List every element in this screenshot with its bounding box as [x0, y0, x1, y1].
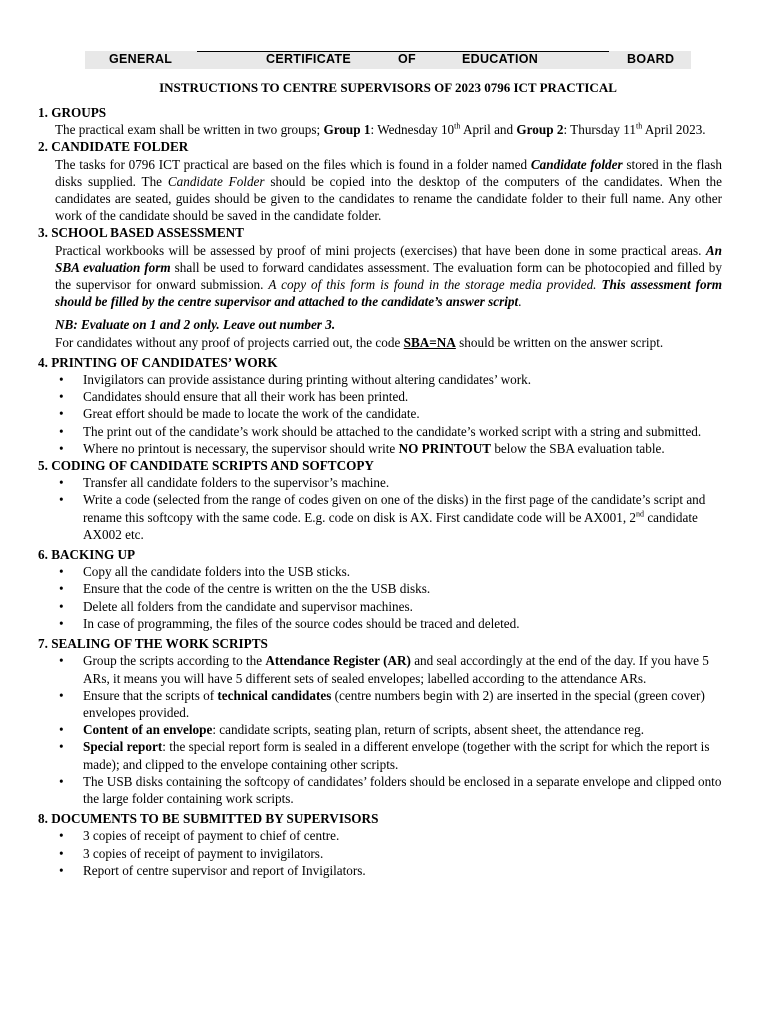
text: : candidate scripts, seating plan, return of scripts, absent sheet, the attendance reg.: [212, 722, 645, 738]
sba-na-paragraph: [55, 334, 722, 351]
assessment-form-note: This assessment form should be filled by the centre supervisor and attached to the candidate’s answer script: [55, 277, 722, 310]
backing-up-list: [38, 563, 722, 632]
text: The practical exam shall be written in two groups;: [55, 122, 324, 138]
list-item: • Report of centre supervisor and report of Invigilators.: [83, 862, 722, 879]
text: For candidates without any proof of projects carried out, the code: [55, 334, 404, 350]
document-title: INSTRUCTIONS TO CENTRE SUPERVISORS OF 2023 0796 ICT PRACTICAL: [159, 80, 617, 95]
text: should be written on the answer script.: [455, 334, 664, 350]
header-word-education: EDUCATION: [462, 52, 539, 66]
section-heading: 7. SEALING OF THE WORK SCRIPTS: [38, 636, 268, 652]
sba-form-term: An SBA evaluation form: [55, 242, 722, 275]
section-heading: 3. SCHOOL BASED ASSESSMENT: [38, 225, 244, 241]
attendance-register-term: Attendance Register (AR): [265, 653, 411, 669]
section-school-based-assessment: [38, 224, 722, 350]
section-documents: [38, 810, 722, 879]
header-word-of: OF: [398, 52, 416, 66]
list-item: • Delete all folders from the candidate and supervisor machines.: [83, 598, 722, 615]
text: The tasks for 0796 ICT practical are based on the files which is found in a folder named: [55, 156, 531, 172]
ordinal-suffix: th: [635, 121, 643, 131]
list-item: [83, 721, 722, 738]
technical-candidates-term: technical candidates: [217, 687, 332, 703]
text: and seal accordingly at the end of the day. If you have 5 ARs, it means you will have 5 different sets of sealed envelopes; labelled according to the attendance ARs.: [83, 653, 709, 686]
group1-label: Group 1: [323, 122, 371, 138]
copy-note: A copy of this form is found in the storage media provided.: [268, 277, 602, 293]
text: Practical workbooks will be assessed by proof of mini projects (exercises) that have been done in some practical areas.: [55, 242, 706, 258]
list-item: • Candidates should ensure that all their work has been printed.: [83, 388, 722, 405]
text: (centre numbers begin with 2) are inserted in the special (green cover) envelopes provided.: [83, 687, 705, 720]
sba-na-code: SBA=NA: [403, 334, 456, 350]
ordinal-suffix: th: [454, 121, 461, 131]
candidate-folder-term: Candidate Folder: [167, 173, 265, 189]
text: Ensure that the scripts of: [83, 687, 218, 703]
section-backing-up: [38, 546, 722, 632]
section-heading: 5. CODING OF CANDIDATE SCRIPTS AND SOFTCOPY: [38, 458, 374, 474]
special-report-term: Special report: [83, 739, 163, 755]
list-item: [83, 440, 722, 457]
list-item: [83, 652, 722, 686]
group2-label: Group 2: [516, 122, 564, 138]
list-item: [83, 687, 722, 721]
text: : Thursday 11: [563, 122, 636, 138]
text: should be copied into the desktop of the computers of the candidates. When the candidates are seated, guides should be given to the candidates to rename the candidate folder to their full name. Any other work of the candidate should be saved in the candidate folder.: [55, 173, 722, 224]
section-printing: [38, 354, 722, 457]
list-item: [83, 738, 722, 772]
list-item: • 3 copies of receipt of payment to chief of centre.: [83, 827, 722, 844]
list-item: • 3 copies of receipt of payment to invigilators.: [83, 845, 722, 862]
envelope-content-term: Content of an envelope: [83, 722, 213, 738]
document-body: [38, 104, 722, 879]
list-item: • The print out of the candidate’s work should be attached to the candidate’s worked script with a string and submitted.: [83, 423, 722, 440]
documents-list: [38, 827, 722, 879]
header-word-board: BOARD: [627, 52, 675, 66]
text: below the SBA evaluation table.: [491, 440, 665, 456]
sealing-list: [38, 652, 722, 807]
text: Where no printout is necessary, the supervisor should write: [83, 440, 399, 456]
section-heading: 1. GROUPS: [38, 105, 107, 120]
list-item: • Invigilators can provide assistance during printing without altering candidates’ work.: [83, 371, 722, 388]
section-candidate-folder: [38, 138, 722, 224]
section-heading: 2. CANDIDATE FOLDER: [38, 139, 189, 155]
list-item: • In case of programming, the files of the source codes should be traced and deleted.: [83, 615, 722, 632]
list-item: [83, 491, 722, 543]
text: candidate AX002 etc.: [83, 509, 698, 542]
text: shall be used to forward candidates assessment. The evaluation form can be photocopied and filled by the supervisor for onward submission.: [55, 259, 722, 293]
text: April 2023.: [642, 122, 706, 138]
ordinal-suffix: nd: [636, 509, 645, 519]
text: .: [518, 294, 522, 310]
nb-note: NB: Evaluate on 1 and 2 only. Leave out number 3.: [55, 317, 336, 333]
section-sealing: [38, 635, 722, 807]
groups-paragraph: [55, 121, 722, 138]
candidate-folder-term: Candidate folder: [530, 156, 623, 172]
list-item: • Copy all the candidate folders into the USB sticks.: [83, 563, 722, 580]
board-header-bar: [85, 51, 691, 69]
list-item: • Transfer all candidate folders to the supervisor’s machine.: [83, 474, 722, 491]
text: stored in the flash disks supplied. The: [55, 156, 722, 189]
candidate-folder-paragraph: [55, 156, 722, 225]
text: : the special report form is sealed in a different envelope (together with the script for which the report is made); and clipped to the envelope containing other scripts.: [83, 739, 710, 772]
section-coding: [38, 457, 722, 543]
list-item: • Ensure that the code of the centre is written on the the USB disks.: [83, 580, 722, 597]
coding-list: [38, 474, 722, 543]
section-heading: 8. DOCUMENTS TO BE SUBMITTED BY SUPERVISORS: [38, 811, 379, 827]
text: April and: [460, 122, 517, 138]
text: Group the scripts according to the: [83, 653, 266, 669]
header-word-certificate: CERTIFICATE: [266, 52, 352, 66]
printing-list: [38, 371, 722, 457]
list-item: • The USB disks containing the softcopy of candidates’ folders should be enclosed in a separate envelope and clipped onto the large folder containing work scripts.: [83, 773, 722, 807]
section-heading: 4. PRINTING OF CANDIDATES’ WORK: [38, 354, 278, 370]
text: : Wednesday 10: [370, 122, 455, 138]
list-item: • Great effort should be made to locate the work of the candidate.: [83, 405, 722, 422]
header-word-general: GENERAL: [109, 52, 173, 66]
section-heading: 6. BACKING UP: [38, 547, 136, 563]
text: Write a code (selected from the range of codes given on one of the disks) in the first page of the candidate’s script and rename this softcopy with the same code. E.g. code on disk is AX. First candidate code will be AX001, 2: [83, 492, 706, 525]
no-printout-term: NO PRINTOUT: [398, 440, 492, 456]
section-groups: [38, 104, 722, 138]
sba-paragraph: [55, 242, 722, 311]
